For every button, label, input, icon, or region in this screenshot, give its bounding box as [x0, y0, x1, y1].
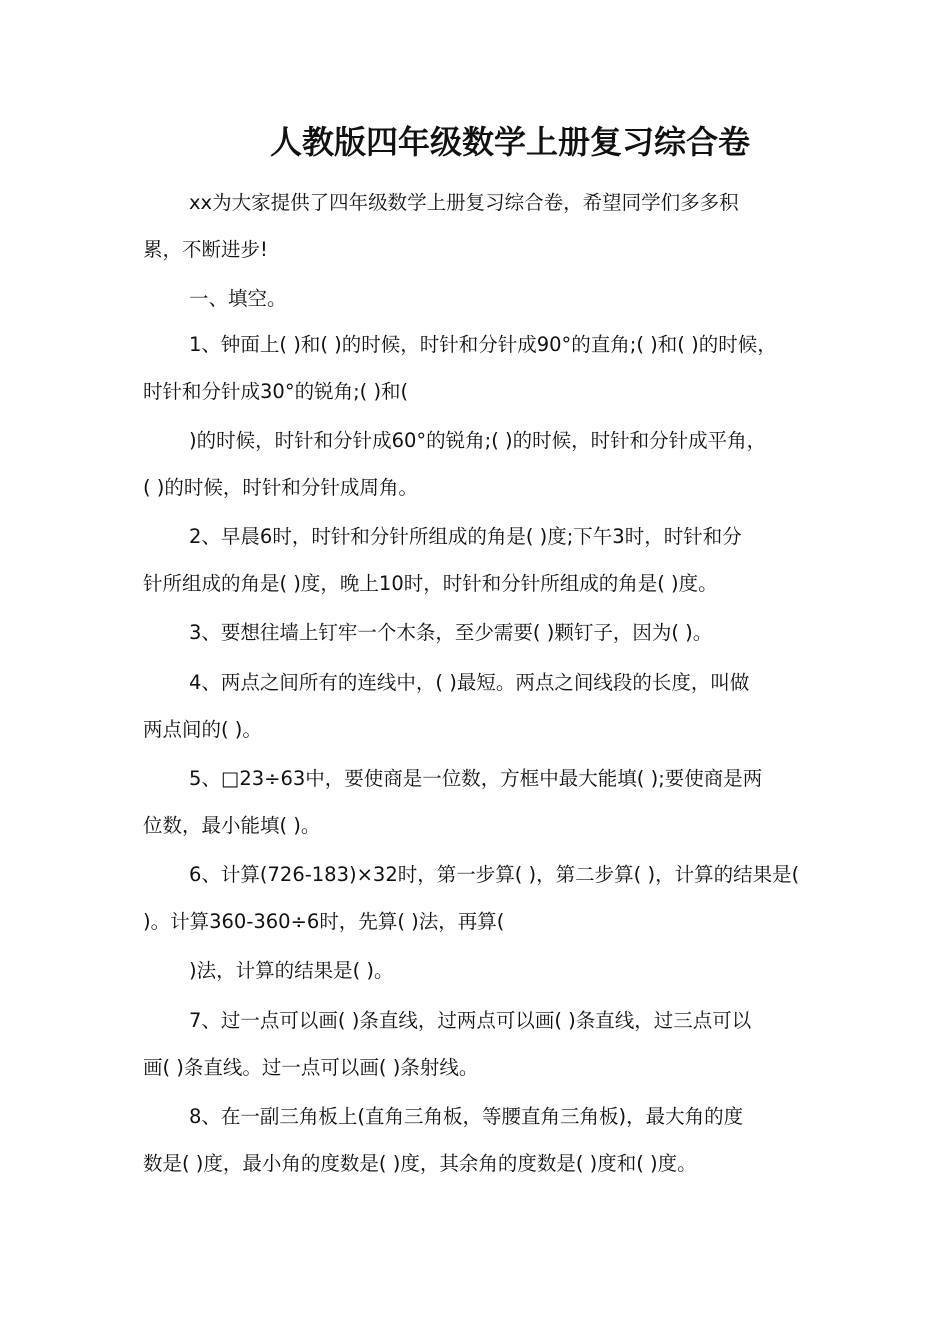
- q1-line-1: 1、钟面上( )和( )的时候，时针和分针成90°的直角;( )和( )的时候，: [189, 333, 777, 356]
- q8-line-1: 8、在一副三角板上(直角三角板，等腰直角三角板)，最大角的度: [189, 1105, 744, 1128]
- document-title: 人教版四年级数学上册复习综合卷: [269, 123, 750, 161]
- q1-line-2: 时针和分针成30°的锐角;( )和(: [143, 380, 409, 403]
- q2-line-1: 2、早晨6时，时针和分针所组成的角是( )度;下午3时，时针和分: [189, 525, 742, 548]
- intro-line-2: 累，不断进步!: [143, 238, 268, 261]
- q6-line-2: )。计算360-360÷6时，先算( )法，再算(: [143, 910, 505, 933]
- q2-line-2: 针所组成的角是( )度，晚上10时，时针和分针所组成的角是( )度。: [143, 572, 718, 595]
- q6-line-3: )法，计算的结果是( )。: [189, 959, 394, 982]
- q5-line-2: 位数，最小能填( )。: [143, 814, 321, 837]
- q7-line-2: 画( )条直线。过一点可以画( )条射线。: [143, 1056, 479, 1079]
- q7-line-1: 7、过一点可以画( )条直线，过两点可以画( )条直线，过三点可以: [189, 1009, 752, 1032]
- intro-line-1: xx为大家提供了四年级数学上册复习综合卷，希望同学们多多积: [189, 191, 739, 214]
- q8-line-2: 数是( )度，最小角的度数是( )度，其余角的度数是( )度和( )度。: [143, 1152, 697, 1175]
- q4-line-1: 4、两点之间所有的连线中，( )最短。两点之间线段的长度，叫做: [189, 671, 750, 694]
- q3-line-1: 3、要想往墙上钉牢一个木条，至少需要( )颗钉子，因为( )。: [189, 621, 713, 644]
- q1-line-4: ( )的时候，时针和分针成周角。: [143, 476, 418, 499]
- q5-line-1: 5、□23÷63中，要使商是一位数，方框中最大能填( );要使商是两: [189, 767, 763, 790]
- q4-line-2: 两点间的( )。: [143, 718, 262, 741]
- q6-line-1: 6、计算(726-183)×32时，第一步算( )，第二步算( )，计算的结果是(: [189, 863, 800, 886]
- q1-line-3: )的时候，时针和分针成60°的锐角;( )的时候，时针和分针成平角，: [189, 429, 767, 452]
- section-heading: 一、填空。: [189, 287, 287, 310]
